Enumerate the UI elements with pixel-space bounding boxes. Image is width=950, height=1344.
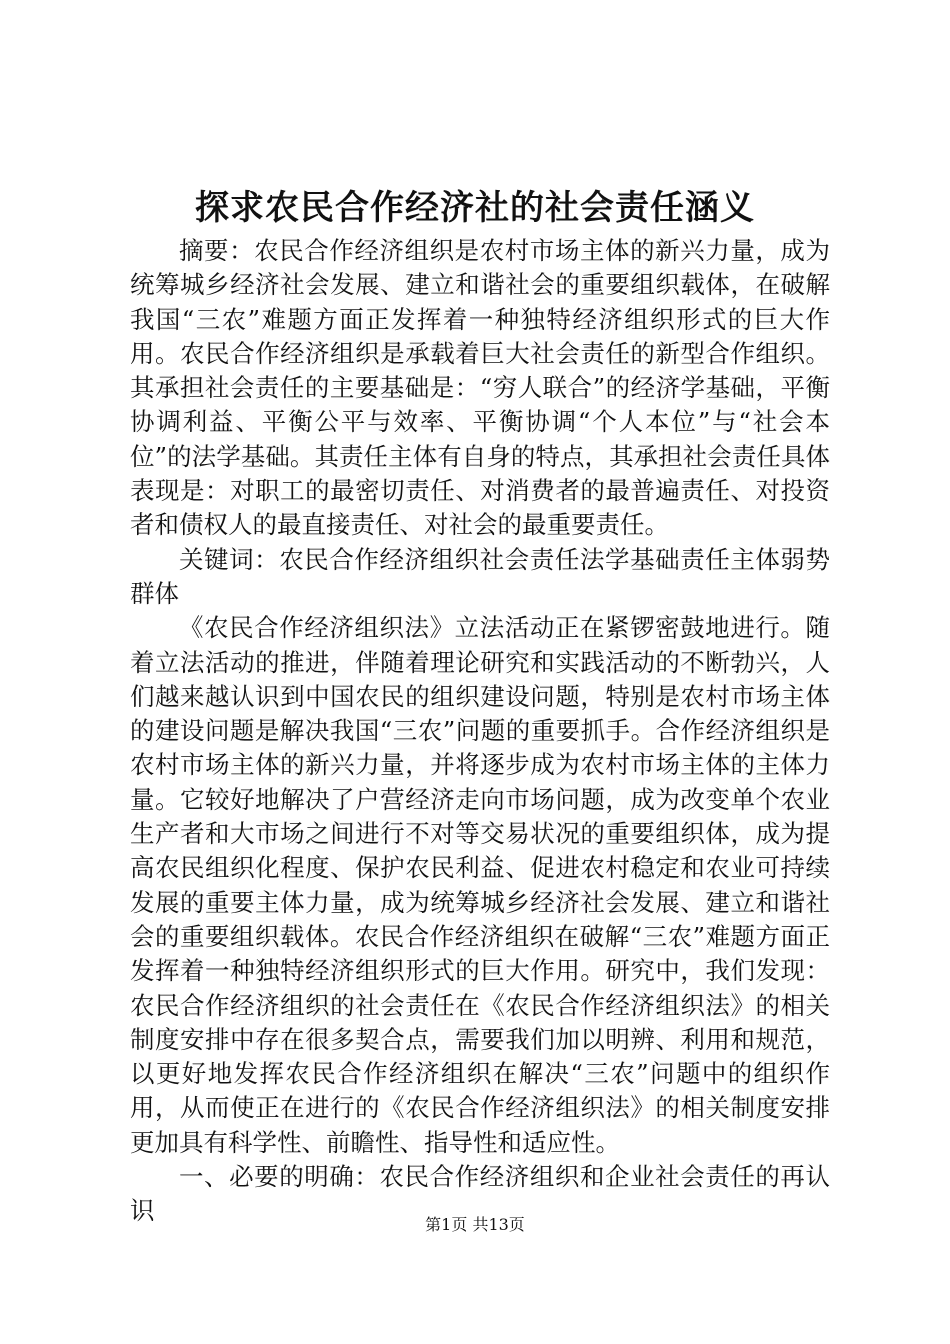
- document-title: 探求农民合作经济社的社会责任涵义: [195, 188, 755, 228]
- section-heading: 一、必要的明确：农民合作经济组织和企业社会责任的再认识: [130, 1162, 830, 1226]
- document-body: [130, 234, 830, 1229]
- intro-paragraph: 《农民合作经济组织法》立法活动正在紧锣密鼓地进行。随着立法活动的推进，伴随着理论研究和实践活动的不断勃兴，人们越来越认识到中国农民的组织建设问题，特别是农村市场主体的建设问题是解决我国“三农”问题的重要抓手。合作经济组织是农村市场主体的新兴力量，并将逐步成为农村市场主体的主体力量。它较好地解决了户营经济走向市场问题，成为改变单个农业生产者和大市场之间进行不对等交易状况的重要组织体，成为提高农民组织化程度、保护农民利益、促进农村稳定和农业可持续发展的重要主体力量，成为统筹城乡经济社会发展、建立和谐社会的重要组织载体。农民合作经济组织在破解“三农”难题方面正发挥着一种独特经济组织形式的巨大作用。研究中，我们发现：农民合作经济组织的社会责任在《农民合作经济组织法》的相关制度安排中存在很多契合点，需要我们加以明辨、利用和规范，以更好地发挥农民合作经济组织在解决“三农”问题中的组织作用，从而使正在进行的《农民合作经济组织法》的相关制度安排更加具有科学性、前瞻性、指导性和适应性。: [130, 613, 830, 1157]
- page-number-footer: 第1页 共13页: [425, 1215, 525, 1234]
- abstract-paragraph: 摘要：农民合作经济组织是农村市场主体的新兴力量，成为统筹城乡经济社会发展、建立和谐社会的重要组织载体，在破解我国“三农”难题方面正发挥着一种独特经济组织形式的巨大作用。农民合作经济组织是承载着巨大社会责任的新型合作组织。其承担社会责任的主要基础是：“穷人联合”的经济学基础，平衡协调利益、平衡公平与效率、平衡协调“个人本位”与“社会本位”的法学基础。其责任主体有自身的特点，其承担社会责任具体表现是：对职工的最密切责任、对消费者的最普遍责任、对投资者和债权人的最直接责任、对社会的最重要责任。: [130, 236, 830, 540]
- keywords-paragraph: 关键词：农民合作经济组织社会责任法学基础责任主体弱势群体: [130, 544, 830, 608]
